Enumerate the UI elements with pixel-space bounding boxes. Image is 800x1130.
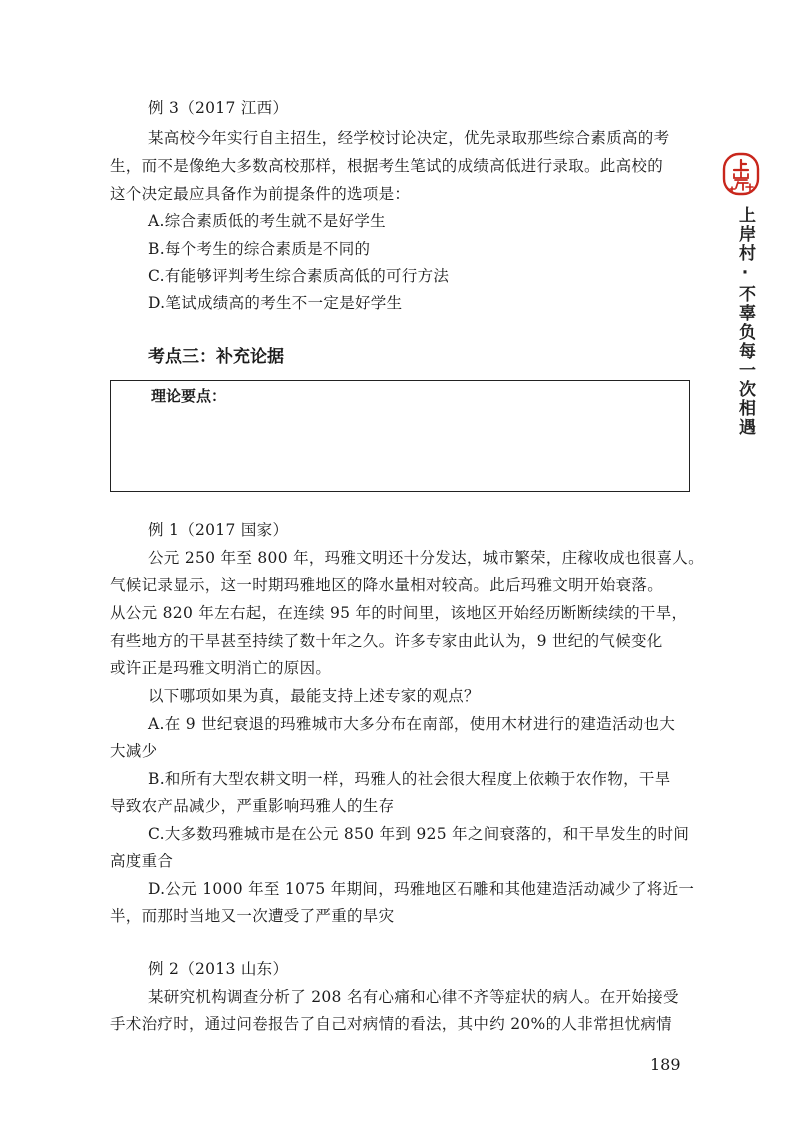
example2-title: 例 2（2013 山东） xyxy=(148,960,289,978)
example3-stem-line: 某高校今年实行自主招生，经学校讨论决定，优先录取那些综合素质高的考 xyxy=(148,129,670,147)
example1-option-b-cont: 导致农产品减少，严重影响玛雅人的生存 xyxy=(110,797,395,815)
example3-option-a: A.综合素质低的考生就不是好学生 xyxy=(148,212,386,230)
side-slogan: 上岸村·不辜负每一次相遇 xyxy=(735,206,755,437)
example1-title: 例 1（2017 国家） xyxy=(148,521,289,539)
example1-option-c: C.大多数玛雅城市是在公元 850 年到 925 年之间衰落的，和干旱发生的时间 xyxy=(148,825,690,843)
example1-option-a-cont: 大减少 xyxy=(110,742,158,760)
example3-stem-line: 生，而不是像绝大多数高校那样，根据考生笔试的成绩高低进行录取。此高校的 xyxy=(110,157,664,175)
example1-option-b: B.和所有大型农耕文明一样，玛雅人的社会很大程度上依赖于农作物，干旱 xyxy=(148,770,671,788)
example3-option-c: C.有能够评判考生综合素质高低的可行方法 xyxy=(148,267,450,285)
brand-seal-logo xyxy=(722,152,760,196)
theory-box xyxy=(110,380,690,492)
page-number: 189 xyxy=(650,1055,681,1074)
example2-stem-line: 某研究机构调查分析了 208 名有心痛和心律不齐等症状的病人。在开始接受 xyxy=(148,988,679,1006)
example3-option-d: D.笔试成绩高的考生不一定是好学生 xyxy=(148,294,403,312)
example3-option-b: B.每个考生的综合素质是不同的 xyxy=(148,240,371,258)
example1-stem-line: 有些地方的干旱甚至持续了数十年之久。许多专家由此认为，9 世纪的气候变化 xyxy=(110,632,663,650)
example1-stem-line: 从公元 820 年左右起，在连续 95 年的时间里，该地区开始经历断断续续的干旱， xyxy=(110,604,688,622)
example3-title: 例 3（2017 江西） xyxy=(148,99,289,117)
example1-stem-line: 公元 250 年至 800 年，玛雅文明还十分发达，城市繁荣，庄稼收成也很喜人。 xyxy=(148,549,704,567)
example3-stem-line: 这个决定最应具备作为前提条件的选项是： xyxy=(110,185,411,203)
example1-option-a: A.在 9 世纪衰退的玛雅城市大多分布在南部，使用木材进行的建造活动也大 xyxy=(148,715,676,733)
example1-stem-line: 气候记录显示，这一时期玛雅地区的降水量相对较高。此后玛雅文明开始衰落。 xyxy=(110,576,664,594)
theory-box-label: 理论要点： xyxy=(151,387,227,405)
example1-stem-line: 或许正是玛雅文明消亡的原因。 xyxy=(110,659,332,677)
example2-stem-line: 手术治疗时，通过问卷报告了自己对病情的看法，其中约 20%的人非常担忧病情 xyxy=(110,1015,672,1033)
section-heading: 考点三：补充论据 xyxy=(148,347,284,367)
example1-question: 以下哪项如果为真，最能支持上述专家的观点？ xyxy=(148,687,480,705)
example1-option-d: D.公元 1000 年至 1075 年期间，玛雅地区石雕和其他建造活动减少了将近一 xyxy=(148,880,695,898)
example1-option-d-cont: 半，而那时当地又一次遭受了严重的旱灾 xyxy=(110,907,395,925)
example1-option-c-cont: 高度重合 xyxy=(110,852,174,870)
